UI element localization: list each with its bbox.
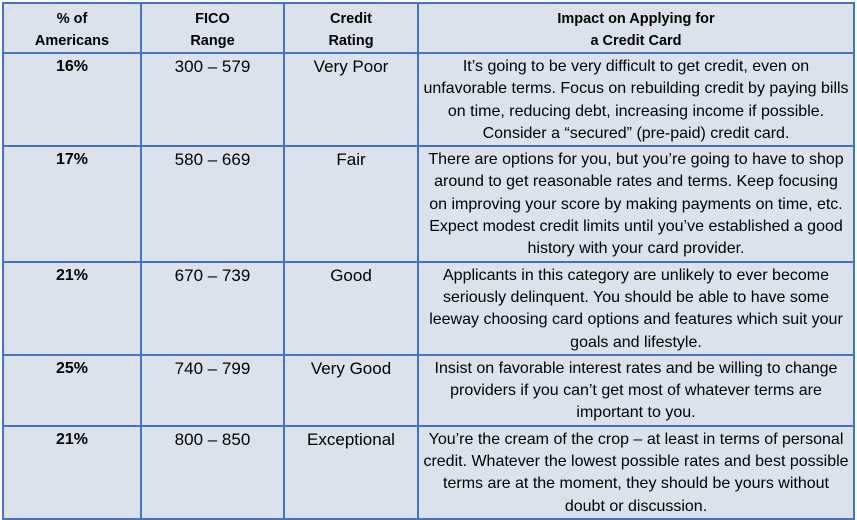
credit-rating-cell: Very Good xyxy=(284,355,418,426)
credit-score-table xyxy=(2,2,855,520)
table-row xyxy=(3,53,854,146)
fico-range-cell: 670 – 739 xyxy=(141,262,284,355)
percent-cell: 25% xyxy=(3,355,141,426)
impact-cell: You’re the cream of the crop – at least in terms of personal credit. Whatever the lowest possible rates and best possible terms are at the moment, they should be yours without doubt or discussion. xyxy=(418,426,854,519)
table-row xyxy=(3,426,854,519)
fico-range-cell: 800 – 850 xyxy=(141,426,284,519)
header-percent: % of Americans xyxy=(3,3,141,53)
percent-cell: 21% xyxy=(3,426,141,519)
table-row xyxy=(3,355,854,426)
fico-range-cell: 740 – 799 xyxy=(141,355,284,426)
header-row xyxy=(3,3,854,53)
fico-range-cell: 300 – 579 xyxy=(141,53,284,146)
header-fico-range: FICO Range xyxy=(141,3,284,53)
header-impact: Impact on Applying for a Credit Card xyxy=(418,3,854,53)
percent-cell: 21% xyxy=(3,262,141,355)
impact-cell: Insist on favorable interest rates and be willing to change providers if you can’t get most of whatever terms are important to you. xyxy=(418,355,854,426)
table-row xyxy=(3,146,854,261)
impact-cell: There are options for you, but you’re going to have to shop around to get reasonable rates and terms. Keep focusing on improving your score by making payments on time, etc. Expect modest credit limits until you’ve established a good history with your card provider. xyxy=(418,146,854,261)
percent-cell: 16% xyxy=(3,53,141,146)
table-row xyxy=(3,262,854,355)
credit-rating-cell: Very Poor xyxy=(284,53,418,146)
credit-rating-cell: Fair xyxy=(284,146,418,261)
fico-range-cell: 580 – 669 xyxy=(141,146,284,261)
impact-cell: It’s going to be very difficult to get credit, even on unfavorable terms. Focus on rebuilding credit by paying bills on time, reducing debt, increasing income if possible. Consider a “secured” (pre-paid) credit card. xyxy=(418,53,854,146)
percent-cell: 17% xyxy=(3,146,141,261)
credit-rating-cell: Exceptional xyxy=(284,426,418,519)
header-credit-rating: Credit Rating xyxy=(284,3,418,53)
credit-rating-cell: Good xyxy=(284,262,418,355)
impact-cell: Applicants in this category are unlikely to ever become seriously delinquent. You should be able to have some leeway choosing card options and features which suit your goals and lifestyle. xyxy=(418,262,854,355)
